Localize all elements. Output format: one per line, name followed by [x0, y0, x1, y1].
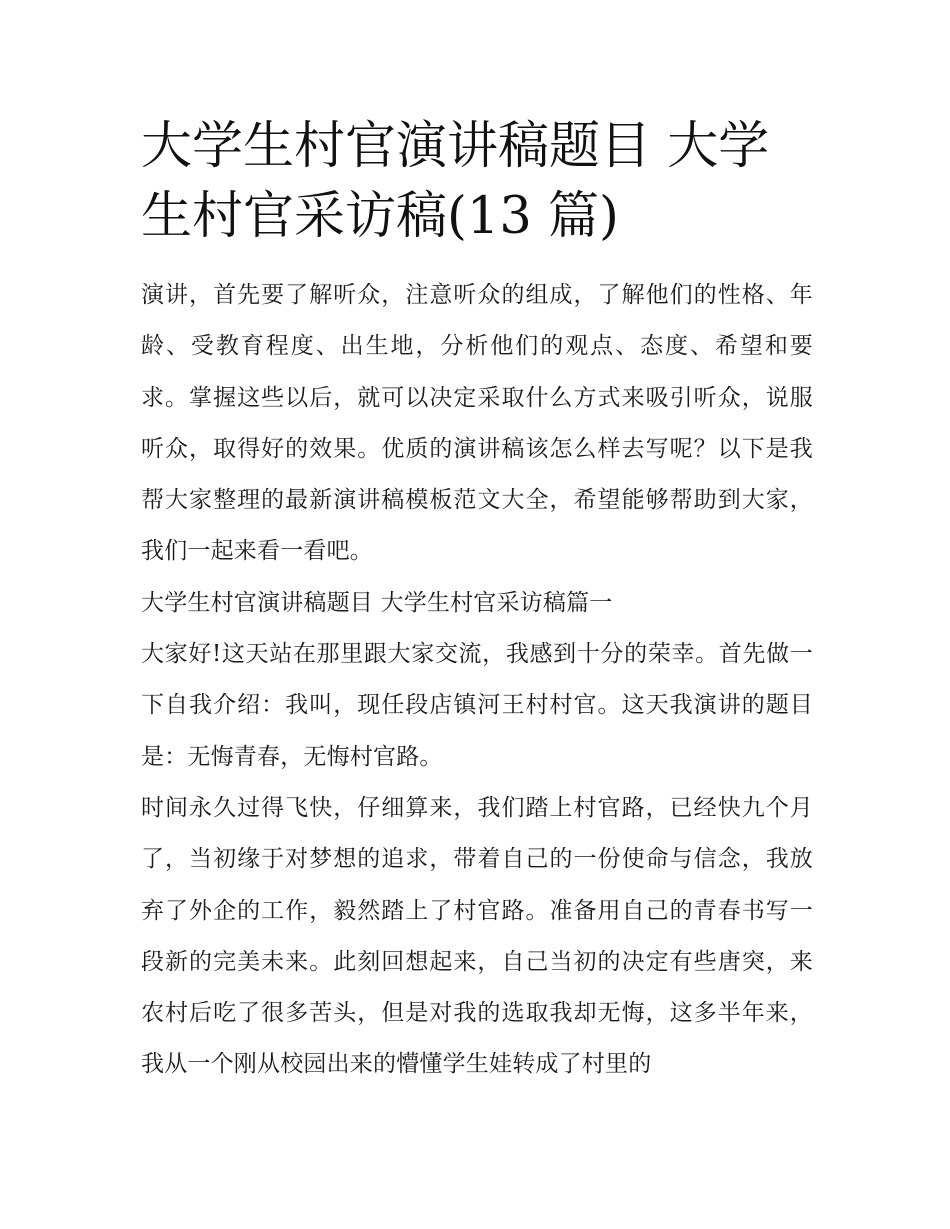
document-title: 大学生村官演讲稿题目 大学生村官采访稿(13 篇) — [141, 117, 770, 246]
body-paragraph: 时间永久过得飞快，仔细算来，我们踏上村官路，已经快九个月了，当初缘于对梦想的追求，带着自己的一份使命与信念，我放弃了外企的工作，毅然踏上了村官路。准备用自己的青春书写一段新的完美未来。此刻回想起来，自己当初的决定有些唐突，来农村后吃了很多苦头，但是对我的选取我却无悔，这多半年来，我从一个刚从校园出来的懵懂学生娃转成了村里的 — [141, 794, 813, 1078]
intro-paragraph: 演讲，首先要了解听众，注意听众的组成，了解他们的性格、年龄、受教育程度、出生地，分析他们的观点、态度、希望和要求。掌握这些以后，就可以决定采取什么方式来吸引听众，说服听众，取得好的效果。优质的演讲稿该怎么样去写呢？以下是我帮大家整理的最新演讲稿模板范文大全，希望能够帮助到大家，我们一起来看一看吧。 — [141, 282, 813, 565]
section-heading: 大学生村官演讲稿题目 大学生村官采访稿篇一 — [141, 589, 613, 616]
document-content — [141, 112, 813, 1091]
body-paragraph: 大家好!这天站在那里跟大家交流，我感到十分的荣幸。首先做一下自我介绍：我叫，现任段店镇河王村村官。这天我演讲的题目是：无悔青春，无悔村官路。 — [141, 641, 813, 770]
